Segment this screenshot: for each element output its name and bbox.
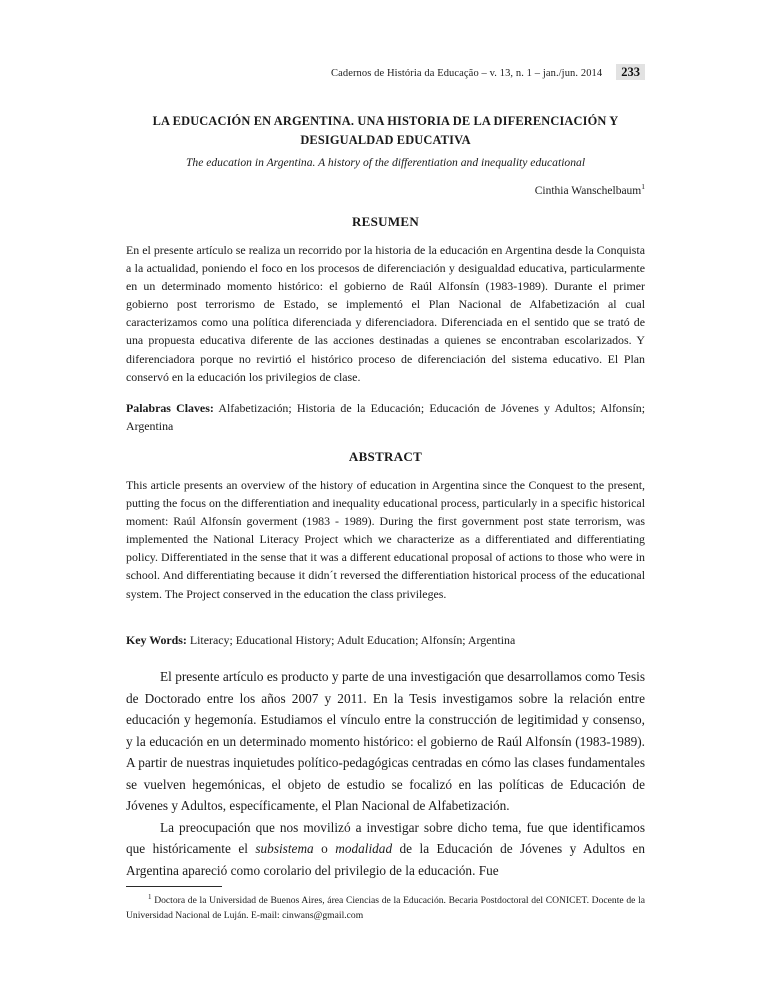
palabras-claves-value: Alfabetización; Historia de la Educación; Educación de Jóvenes y Adultos; Alfonsín; Argentina xyxy=(126,401,645,434)
running-head xyxy=(126,64,645,80)
title-block xyxy=(126,112,645,171)
article-subtitle: The education in Argentina. A history of the differentiation and inequality educational xyxy=(185,156,586,170)
key-words-value: Literacy; Educational History; Adult Education; Alfonsín; Argentina xyxy=(186,633,516,647)
palabras-claves-label: Palabras Claves: xyxy=(126,401,214,415)
author-footnote-marker: 1 xyxy=(641,182,645,191)
page-number: 233 xyxy=(616,64,645,80)
journal-citation-line: Cadernos de História da Educação – v. 13, n. 1 – jan./jun. 2014 xyxy=(330,68,603,79)
resumen-paragraph: En el presente artículo se realiza un recorrido por la historia de la educación en Argentina desde la Conquista a la actualidad, poniendo el foco en los procesos de diferenciación y desigualdad educativa, particularmente en un determinado momento histórico: el gobierno de Raúl Alfonsín (1983-1989). Durante el primer gobierno post terrorismo de Estado, se implementó el Plan Nacional de Alfabetización al cual caracterizamos como una política diferenciada y diferenciadora. Diferenciada en el sentido que se trató de una propuesta educativa diferente de las acciones destinadas a quienes se encontraban escolarizados. Y diferenciadora porque no revirtió el histórico proceso de diferenciación del sistema educativo. El Plan conservó en la educación los privilegios de clase. xyxy=(126,243,645,384)
body-text xyxy=(126,666,645,881)
body-paragraph-2-part-1: La preocupación que nos movilizó a investigar sobre dicho tema, fue que identificamos que históricamente el xyxy=(126,819,645,857)
footnote-marker: 1 xyxy=(148,893,152,901)
palabras-claves xyxy=(126,399,645,435)
abstract-paragraph: This article presents an overview of the history of education in Argentina since the Conquest to the present, putting the focus on the differentiation and inequality educational process, particularly in a specific historical moment: Raúl Alfonsín goverment (1983 - 1989). During the first government post state terrorism, was implemented the National Literacy Project which we characterize as a differentiated and differentiating policy. Differentiated in the sense that it was a different educational proposal of actions to those who were in school. And differentiating because it didn´t reversed the differentiation historical process of the educational system. The Project conserved in the education the class privileges. xyxy=(126,478,645,601)
body-paragraph-2-part-3: de la Educación de Jóvenes y Adultos en Argentina apareció como corolario del privilegio de la educación. Fue xyxy=(126,841,645,878)
abstract-heading: ABSTRACT xyxy=(348,449,423,464)
footnote-separator-rule xyxy=(126,886,222,887)
body-paragraph-1: El presente artículo es producto y parte de una investigación que desarrollamos como Tesis de Doctorado entre los años 2007 y 2011. En la Tesis investigamos sobre la relación entre educación y hegemonía. Estudiamos el vínculo entre la construcción de legitimidad y consenso, y la educación en un determinado momento histórico: el gobierno de Raúl Alfonsín (1983-1989). A partir de nuestras inquietudes político-pedagógicas centradas en cómo las clases fundamentales se vuelven hegemónicas, el objeto de estudio se focalizó en las políticas de Educación de Jóvenes y Adultos, específicamente, el Plan Nacional de Alfabetización. xyxy=(126,669,645,814)
footnote-text: Doctora de la Universidad de Buenos Aires, área Ciencias de la Educación. Becaria Postdoctoral del CONICET. Docente de la Universidad Nacional de Luján. E-mail: cinwans@gmail.com xyxy=(126,895,645,921)
body-paragraph-2-part-2: o xyxy=(313,841,336,857)
term-modalidad: modalidad xyxy=(335,841,393,857)
author-name: Cinthia Wanschelbaum xyxy=(534,184,642,197)
body-paragraph-2 xyxy=(126,817,645,882)
footnote-entry xyxy=(126,892,645,923)
key-words xyxy=(126,631,645,649)
resumen-heading: RESUMEN xyxy=(351,214,420,229)
author-line xyxy=(126,182,645,197)
key-words-label: Key Words: xyxy=(126,633,187,647)
article-title: LA EDUCACIÓN EN ARGENTINA. UNA HISTORIA DE LA DIFERENCIACIÓN Y DESIGUALDAD EDUCATIVA xyxy=(152,114,619,147)
term-subsistema: subsistema xyxy=(255,841,314,857)
footnote-area xyxy=(126,886,645,923)
